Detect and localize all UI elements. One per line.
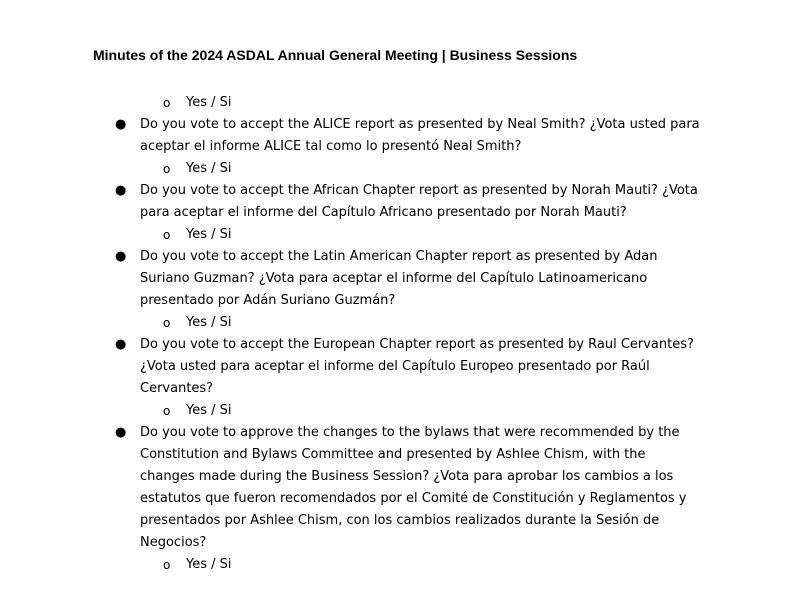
document-header: Minutes of the 2024 ASDAL Annual General Meeting | Business Sessions: [93, 47, 578, 63]
question-item: [115, 422, 700, 554]
answer-item: [163, 158, 791, 180]
answer-item: [163, 92, 791, 114]
question-text: Do you vote to accept the ALICE report as presented by Neal Smith? ¿Vota usted para aceptar el informe ALICE tal como lo presentó Neal Smith?: [140, 117, 700, 154]
answer-text: Yes / Si: [186, 95, 232, 110]
bullet-icon: ●: [115, 337, 127, 352]
bullet-icon: ●: [115, 425, 127, 440]
question-text: Do you vote to approve the changes to the bylaws that were recommended by the Constitution and Bylaws Committee and presented by Ashlee Chism, with the changes made during the Business Session? ¿Vota para aprobar los cambios a los estatutos que fueron recomendados por el Comité de Constitución y Reglamentos y presentados por Ashlee Chism, con los cambios realizados durante la Sesión de Negocios?: [140, 425, 687, 550]
answer-text: Yes / Si: [186, 557, 232, 572]
sub-bullet-icon: o: [163, 558, 171, 572]
sub-bullet-icon: o: [163, 96, 171, 110]
sub-bullet-icon: o: [163, 228, 171, 242]
bullet-icon: ●: [115, 249, 127, 264]
answer-item: [163, 224, 791, 246]
question-item: [115, 246, 700, 312]
question-text: Do you vote to accept the African Chapter report as presented by Norah Mauti? ¿Vota para aceptar el informe del Capítulo Africano presentado por Norah Mauti?: [140, 183, 698, 220]
sub-bullet-icon: o: [163, 162, 171, 176]
answer-item: [163, 554, 791, 576]
sub-bullet-icon: o: [163, 316, 171, 330]
sub-bullet-icon: o: [163, 404, 171, 418]
answer-text: Yes / Si: [186, 227, 232, 242]
question-text: Do you vote to accept the European Chapter report as presented by Raul Cervantes? ¿Vota usted para aceptar el informe del Capítulo Europeo presentado por Raúl Cervantes?: [140, 337, 694, 396]
answer-text: Yes / Si: [186, 403, 232, 418]
bullet-icon: ●: [115, 183, 127, 198]
question-item: [115, 334, 700, 400]
answer-text: Yes / Si: [186, 315, 232, 330]
answer-text: Yes / Si: [186, 161, 232, 176]
answer-item: [163, 400, 791, 422]
question-item: [115, 114, 700, 158]
bullet-icon: ●: [115, 117, 127, 132]
question-item: [115, 180, 700, 224]
question-text: Do you vote to accept the Latin American Chapter report as presented by Adan Suriano Guzman? ¿Vota para aceptar el informe del Capítulo Latinoamericano presentado por Adán Suriano Guzmán?: [140, 249, 658, 308]
answer-item: [163, 312, 791, 334]
document-body: [0, 92, 791, 576]
